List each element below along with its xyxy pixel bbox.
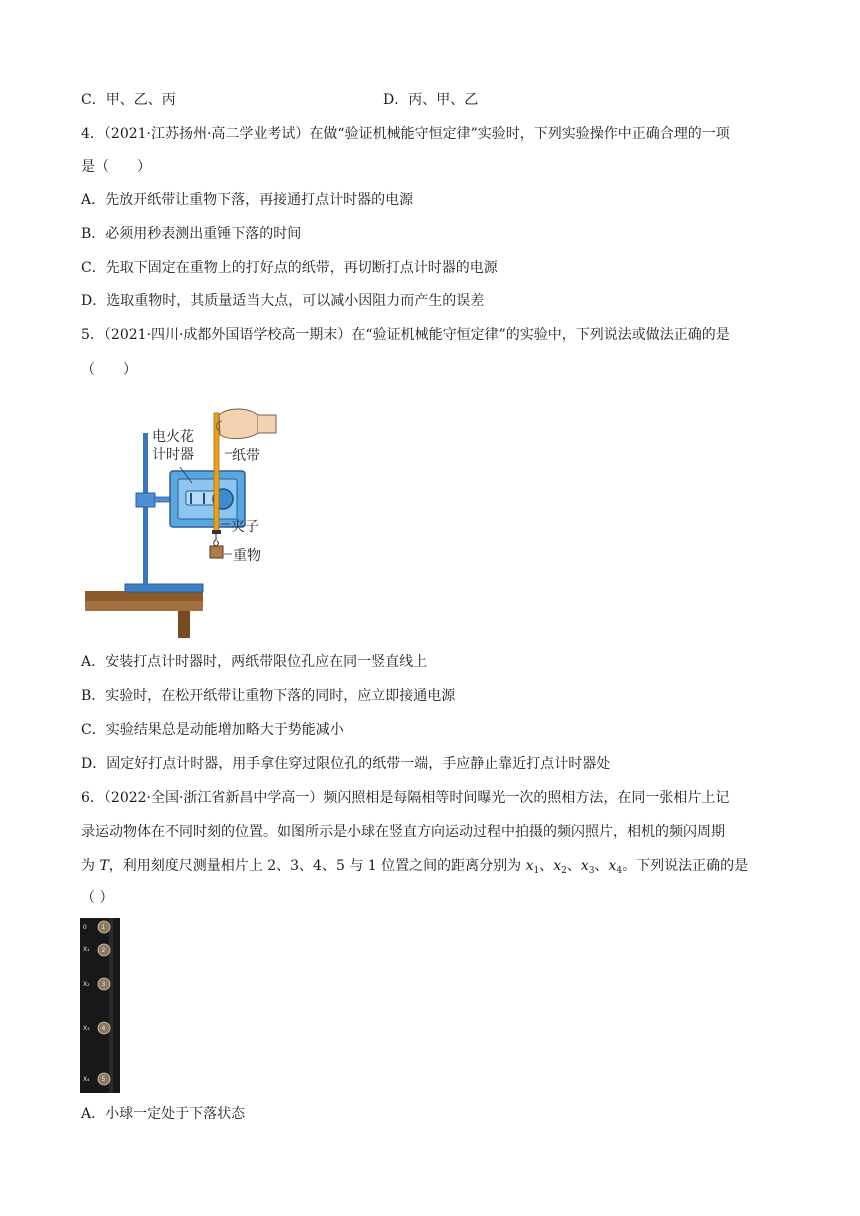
q4-stem-line2: 是（ ） bbox=[81, 159, 151, 175]
q5-option-b: B．实验时，在松开纸带让重物下落的同时，应立即接通电源 bbox=[81, 688, 456, 704]
table-leg bbox=[178, 611, 190, 638]
hook bbox=[214, 534, 219, 546]
table-edge bbox=[85, 601, 203, 611]
label-tape: 纸带 bbox=[232, 448, 260, 464]
svg-text:5: 5 bbox=[101, 1076, 106, 1083]
svg-text:4: 4 bbox=[101, 1025, 106, 1032]
q4-option-a: A．先放开纸带让重物下落，再接通打点计时器的电源 bbox=[81, 192, 414, 208]
weight-block bbox=[210, 546, 223, 558]
q3-option-d: D．丙、甲、乙 bbox=[383, 92, 479, 108]
q5-option-c: C．实验结果总是动能增加略大于势能减小 bbox=[81, 722, 344, 738]
q5-stem-line2: （ ） bbox=[81, 362, 137, 378]
strip-label-x4: X₄ bbox=[83, 1076, 90, 1083]
q5-stem-line1: 5．（2021·四川·成都外国语学校高一期末）在“验证机械能守恒定律”的实验中，下列说法或做法正确的是 bbox=[81, 327, 730, 343]
strip-label-0: 0 bbox=[83, 924, 87, 931]
clamp-boss bbox=[136, 493, 155, 507]
stand-base bbox=[125, 584, 203, 592]
q6-stem-line1: 6．（2022·全国·浙江省新昌中学高一）频闪照相是每隔相等时间曝光一次的照相方法，在同一张相片上记 bbox=[81, 790, 730, 806]
svg-text:1: 1 bbox=[101, 924, 106, 931]
photo-background bbox=[80, 918, 120, 1093]
svg-text:2: 2 bbox=[101, 947, 106, 954]
hand-icon bbox=[219, 409, 258, 439]
clip bbox=[212, 530, 221, 534]
timer-apparatus-figure bbox=[80, 403, 295, 638]
q6-stem-line3: 为 T，利用刻度尺测量相片上 2、3、4、5 与 1 位置之间的距离分别为 $x_1$、$x_2$、$x_3$、$x_4$。下列说法正确的是 bbox=[81, 858, 749, 876]
q6-stem-line2: 录运动物体在不同时刻的位置。如图所示是小球在竖直方向运动过程中拍摄的频闪照片，相机的频闪周期 bbox=[81, 824, 725, 840]
label-timer-line1: 电火花 bbox=[152, 429, 194, 445]
strobe-photo-figure bbox=[80, 918, 120, 1093]
q5-option-d: D．固定好打点计时器，用手拿住穿过限位孔的纸带一端，手应静止靠近打点计时器处 bbox=[81, 756, 611, 772]
label-weight: 重物 bbox=[233, 548, 261, 564]
strip-label-x1: X₁ bbox=[83, 946, 90, 953]
svg-text:3: 3 bbox=[101, 981, 106, 988]
label-timer-line2: 计时器 bbox=[152, 447, 194, 463]
q5-option-a: A．安装打点计时器时，两纸带限位孔应在同一竖直线上 bbox=[81, 654, 428, 670]
q6-option-a: A．小球一定处于下落状态 bbox=[81, 1106, 246, 1122]
q3-option-c: C．甲、乙、丙 bbox=[81, 92, 176, 108]
strip-label-x2: X₂ bbox=[83, 981, 90, 988]
q4-stem-line1: 4．（2021·江苏扬州·高二学业考试）在做“验证机械能守恒定律”实验时，下列实验操作中正确合理的一项 bbox=[81, 126, 730, 142]
q4-option-b: B．必须用秒表测出重锤下落的时间 bbox=[81, 226, 302, 242]
q6-stem-line4: （ ） bbox=[81, 890, 114, 906]
q4-option-d: D．选取重物时，其质量适当大点，可以减小因阻力而产生的误差 bbox=[81, 293, 485, 309]
stand-rod bbox=[143, 433, 148, 585]
q4-option-c: C．先取下固定在重物上的打好点的纸带，再切断打点计时器的电源 bbox=[81, 260, 498, 276]
strip-label-x3: X₃ bbox=[83, 1025, 90, 1032]
label-clip: 夹子 bbox=[231, 519, 259, 535]
